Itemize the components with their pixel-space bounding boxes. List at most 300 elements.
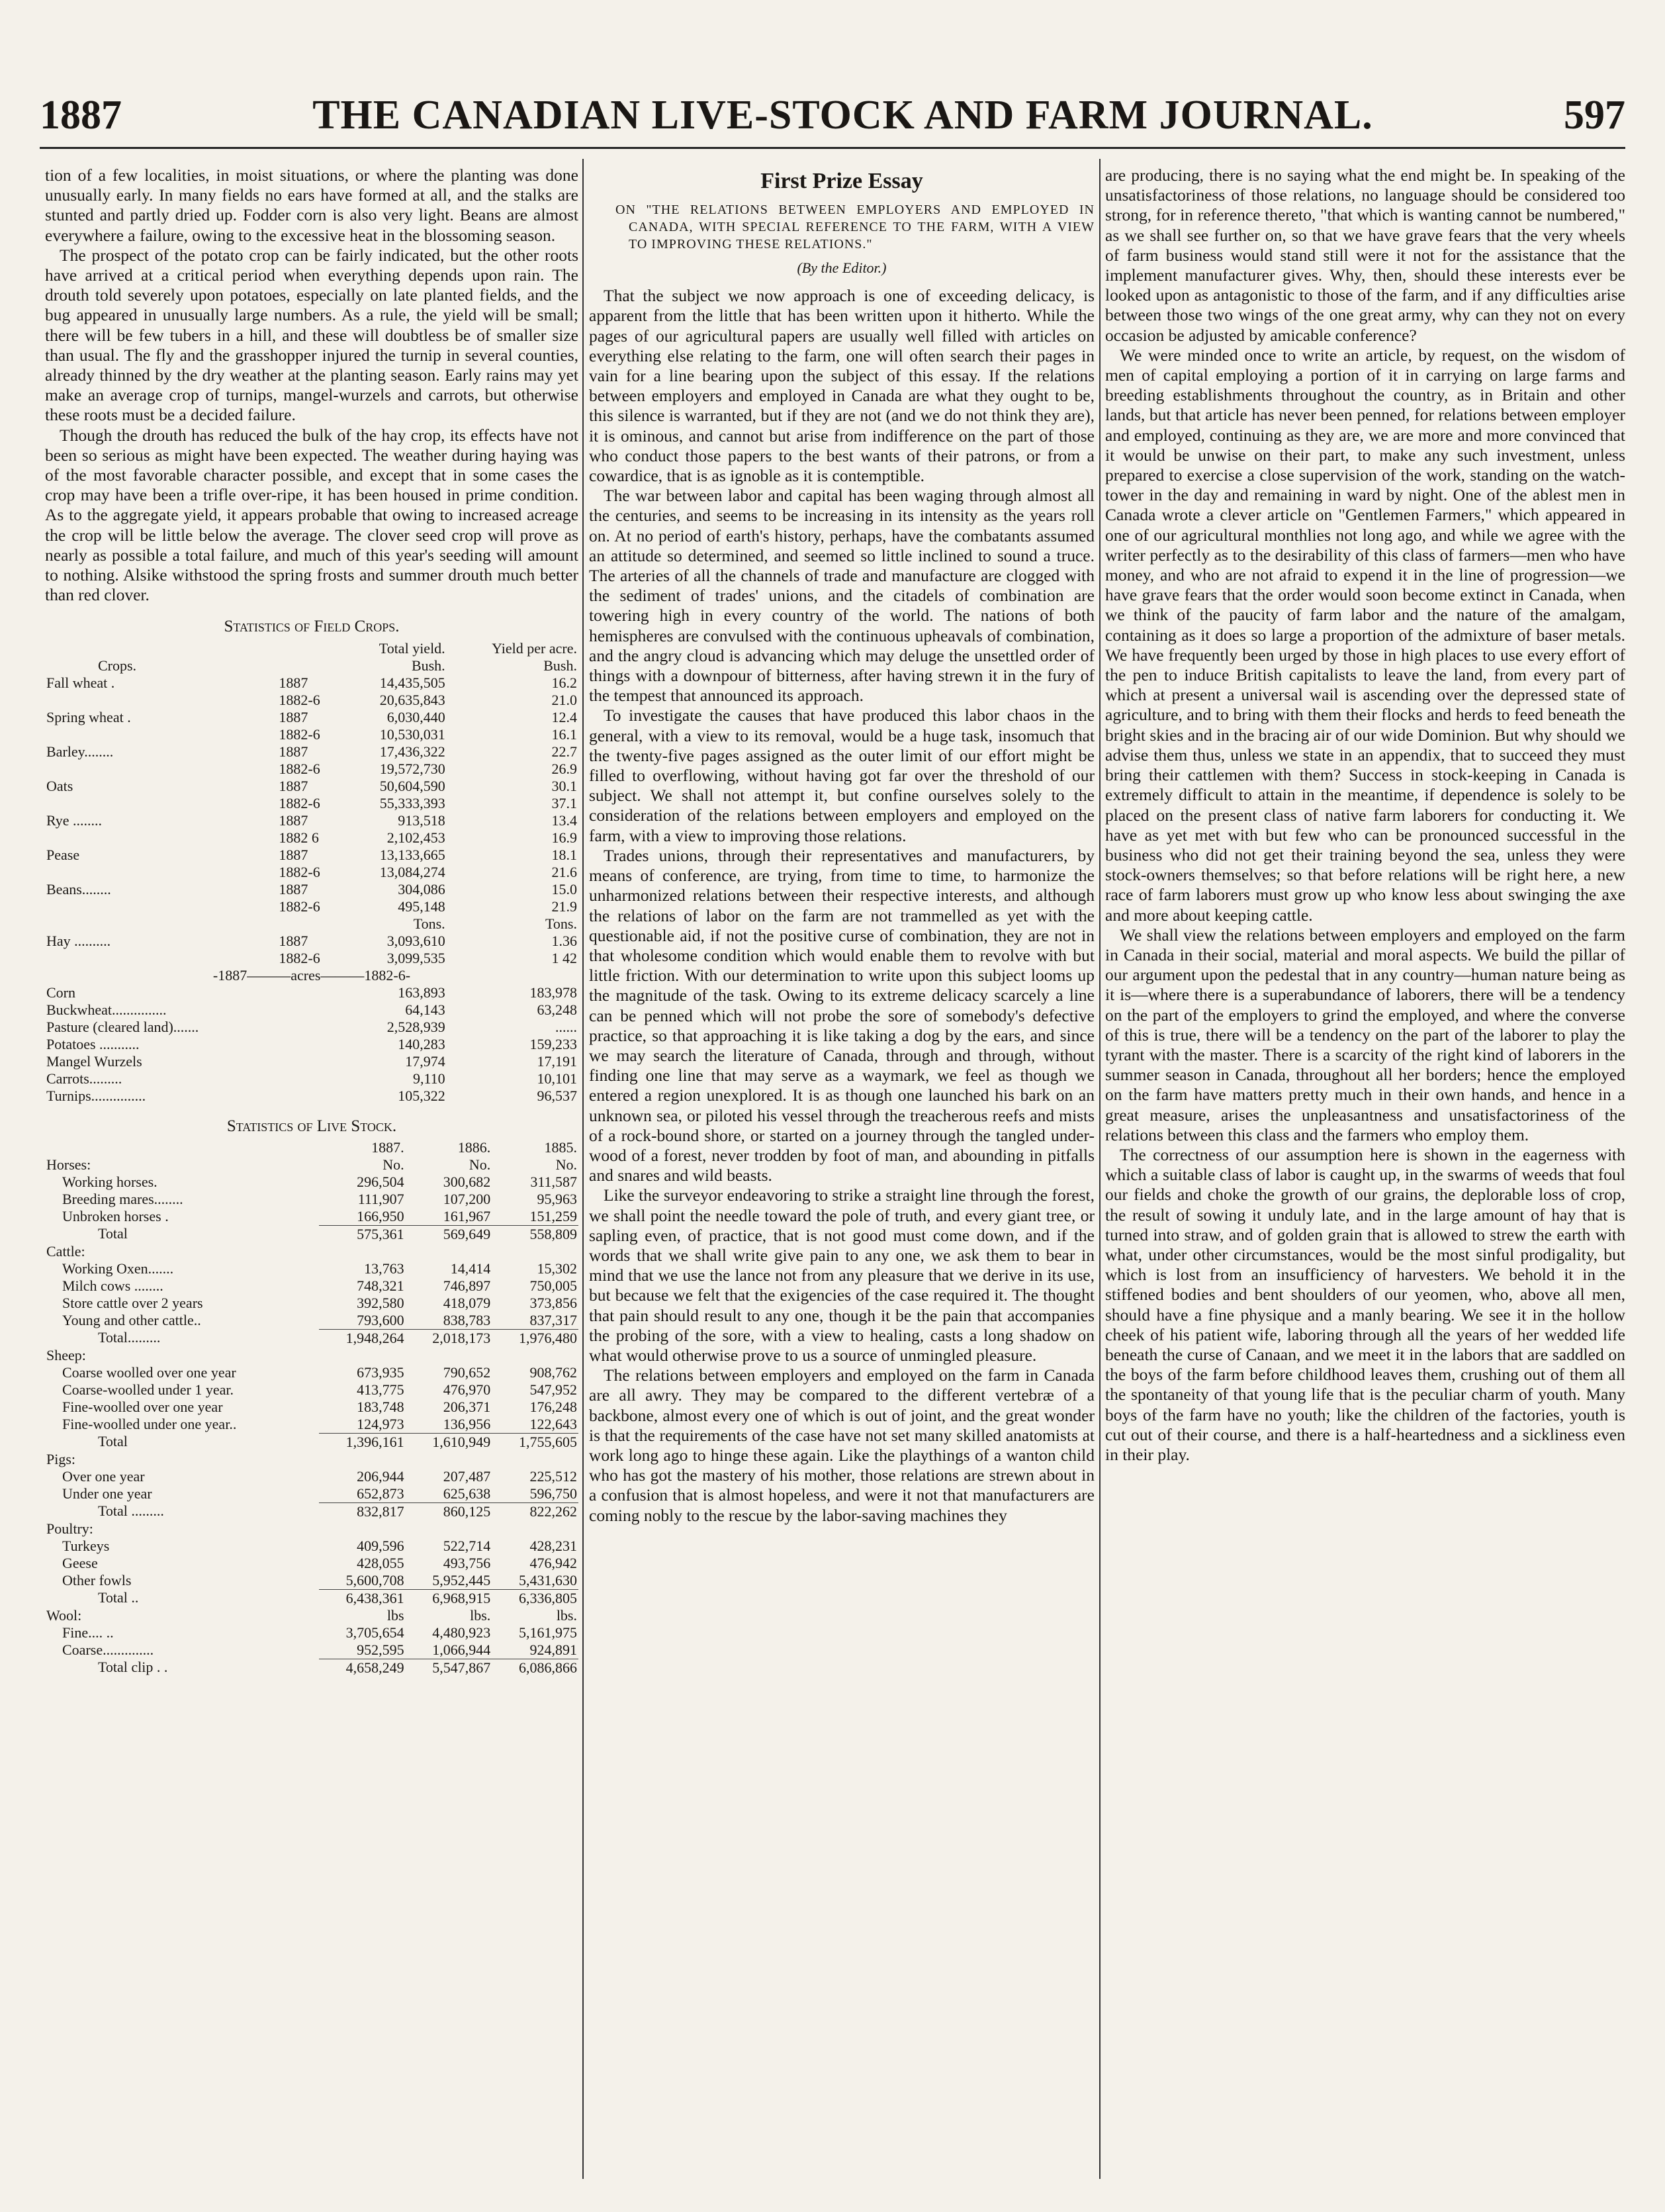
column-3	[1105, 165, 1625, 2166]
crop-total: 13,133,665	[379, 846, 445, 863]
row-value: 207,487	[443, 1467, 491, 1485]
table-cell	[492, 1347, 578, 1364]
column-divider-2	[1099, 159, 1101, 2179]
livestock-row	[45, 1381, 578, 1399]
crop-row	[45, 881, 578, 898]
livestock-row	[45, 1572, 578, 1590]
acres-separator	[45, 967, 578, 984]
row-value: 166,950	[357, 1207, 404, 1224]
paragraph: The relations between employers and employed on the farm in Canada are all awry. They may be compared to the different vertebræ of a backbone, almost every one of which is out of joint, and the great wonder is that the requirements of the case have not set many skilled anatomists at work long ago to hinge these again. Like the playthings of a wanton child who has got the mastery of his mother, those relations are strewn about in a confusion that is almost hopeless, and were it not that manufacturers are coming nobly to the rescue by the labor-saving machines they	[589, 1365, 1095, 1525]
total-value: 6,086,866	[492, 1659, 578, 1677]
row-value: 5,600,708	[345, 1571, 404, 1589]
crop-row	[45, 674, 578, 692]
crop-per-acre: 26.9	[551, 760, 577, 777]
row-value: 151,259	[529, 1207, 577, 1224]
crop-per-acre: 1 42	[551, 949, 577, 966]
section-header-row	[45, 1607, 578, 1624]
field-crops-table	[45, 640, 578, 1105]
row-value: 206,371	[443, 1398, 491, 1415]
paragraph: We shall view the relations between employers and employed on the farm in Canada in their social, material and moral aspects. We build the pillar of our argument upon the pedestal that in any country—human nature being as it is—where there is a superabundance of laborers, there will be a tendency on the part of the employers to grind the employed, and where the converse of this is true, there will be a tendency on the part of the laborer to play the tyrant with the master. There is a scarcity of the right kind of laborers in the summer season in Canada, throughout all her borders; hence the employed on the farm have matters pretty much in their own hands, and hence in a great measure, arises the unpleasantness and unsatisfactoriness of the relations between this class and the farmers who employ them.	[1105, 925, 1625, 1144]
column-divider-1	[582, 159, 584, 2179]
row-value: 296,504	[357, 1173, 404, 1190]
section-name: Wool:	[46, 1606, 82, 1624]
table-cell	[45, 692, 277, 709]
crop-row	[45, 726, 578, 743]
crop-per-acre: 16.1	[551, 725, 577, 743]
table-cell	[492, 1520, 578, 1538]
row-value: 111,907	[357, 1190, 404, 1207]
essay-continuation	[1105, 165, 1625, 1465]
total-value: 6,968,915	[406, 1589, 492, 1607]
paragraph: Though the drouth has reduced the bulk of the hay crop, its effects have not been so serious as might have been expected. The weather during haying was of the most favorable character possible, and except that in some cases the crop may have been a trifle over-ripe, it has been housed in prime condition. As to the aggregate yield, it appears probable that owing to increased acreage the crop will be little below the average. The clover seed crop will prove as nearly as possible a total failure, and much of this year's seeding will amount to nothing. Alsike withstood the spring frosts and summer drouth much better than red clover.	[45, 425, 578, 605]
paragraph: The correctness of our assumption here is shown in the eagerness with which a suitable class of labor is caught up, in the swarms of weeds that foul our fields and choke the growth of our grains, the deplorable loss of crop, the result of sowing it unduly late, and in the large amount of hay that is turned into straw, and of golden grain that is allowed to strew the earth with what, under other circumstances, would be the most sinful prodigality, but which is lost from an insufficiency of harvesters. We behold it in the stiffened bodies and bent shoulders of our yeomen, who, above all men, should have a fine physique and a manly bearing. We see it in the hollow cheek of his patient wife, laboring through all the years of her wedded life beneath the curse of Canaan, and we meet it in the labors that are saddled on the boys of the farm before childhood leaves them, crushing out of them all the spontaneity of that young life that is the peculiar charm of youth. Many boys of the farm have no youth; like the children of the factories, youth is cut out of their course, and there is a half-heartedness and a sickliness even in their play.	[1105, 1144, 1625, 1464]
total-value: 1,610,949	[406, 1433, 492, 1451]
crop-name: Hay ..........	[46, 932, 111, 949]
row-value: 673,935	[357, 1363, 404, 1381]
unit-lbs: lbs.	[556, 1606, 577, 1624]
unit-lbs: lbs.	[470, 1606, 491, 1624]
livestock-row	[45, 1468, 578, 1485]
livestock-row	[45, 1416, 578, 1434]
row-value: 428,055	[357, 1554, 404, 1571]
row-label: Coarse..............	[62, 1641, 154, 1658]
total-label: Total .........	[98, 1502, 164, 1520]
crop-total: 20,635,843	[379, 691, 445, 708]
total-row	[45, 1225, 578, 1243]
table-cell	[406, 1520, 492, 1538]
col-head-peracre: Yield per acre.	[492, 639, 577, 657]
paragraph: The prospect of the potato crop can be fairly indicated, but the other roots have arrived at a critical period when everything depends upon rain. The drouth told severely upon potatoes, especially on late planted fields, and the bug appeared in unusually large numbers. As a rule, the yield will be small; there will be few tubers in a hill, and these will doubtless be of smaller size than usual. The fly and the grasshopper injured the turnip in several counties, already thinned by the dry weather at the planting season. Early rains may yet make an average crop of turnips, mangel-wurzels and carrots, but otherwise these roots must be a decided failure.	[45, 245, 578, 425]
paragraph: Trades unions, through their representatives and manufacturers, by means of conference, are trying, from time to time, to harmonize the unharmonized relations between their respective interests, and although the relations of labor on the farm are not trammelled as yet with the questionable aid, if not the positive curse of combination, they are not in that wholesome condition which would enable them to revolve with but little friction. With our determination to write upon this subject looms up the magnitude of the task. Owing to its extreme delicacy scarcely a line can be penned which will not probe the sore of somebody's defective practice, so that approaching it is like taking a dog by the ears, and since we may search the literature of Canada, through and through, without finding one line that may serve as a waymark, we feel as though we entered a region unexplored. It is as though one launched his bark on an unknown sea, or piloted his vessel through the treacherous reefs and mists of a rock-bound shore, or started on a journey through the tangled under-wood of a forest, never trodden by foot of man, and abounding in pitfalls and snares and wild beasts.	[589, 845, 1095, 1185]
section-name: Horses:	[46, 1156, 91, 1173]
unit-no: No.	[469, 1156, 491, 1173]
total-value: 1,948,264	[319, 1329, 406, 1347]
crop-per-acre: 22.7	[551, 743, 577, 760]
unit-no: No.	[555, 1156, 577, 1173]
section-header-row	[45, 1451, 578, 1468]
crop-per-acre: 12.4	[551, 708, 577, 725]
livestock-row	[45, 1295, 578, 1312]
field-crops-title: Statistics of Field Crops.	[224, 618, 400, 636]
crop-year: 1882 6	[279, 829, 319, 846]
crop-total: 55,333,393	[379, 794, 445, 811]
table-cell	[406, 1451, 492, 1468]
row-value: 373,856	[529, 1294, 577, 1311]
total-value: 1,976,480	[492, 1329, 578, 1347]
crop-per-acre: 16.9	[551, 829, 577, 846]
crop-name: Mangel Wurzels	[46, 1052, 142, 1070]
table-cell	[406, 1347, 492, 1364]
row-value: 908,762	[529, 1363, 577, 1381]
row-label: Young and other cattle..	[62, 1311, 201, 1328]
livestock-row	[45, 1364, 578, 1381]
row-value: 746,897	[443, 1277, 491, 1294]
acres-1882-6: 96,537	[537, 1087, 577, 1104]
total-value: 2,018,173	[406, 1329, 492, 1347]
total-value: 6,438,361	[319, 1589, 406, 1607]
table-cell	[45, 915, 277, 933]
row-value: 625,638	[443, 1485, 491, 1502]
essay-title: First Prize Essay	[760, 169, 923, 193]
table-cell	[319, 1451, 406, 1468]
total-row	[45, 1502, 578, 1520]
total-label: Total.........	[98, 1329, 161, 1346]
unit-bush: Bush.	[543, 657, 577, 674]
crop-year: 1887	[279, 846, 308, 863]
total-row	[45, 1433, 578, 1451]
row-label: Unbroken horses .	[62, 1207, 169, 1224]
crop-year: 1887	[279, 932, 308, 949]
acreage-row	[45, 1070, 578, 1087]
crop-total: 17,436,322	[379, 743, 445, 760]
crop-row	[45, 743, 578, 760]
units-row	[45, 915, 578, 933]
crop-total: 913,518	[398, 811, 445, 829]
total-label: Total	[98, 1225, 128, 1242]
paragraph: We were minded once to write an article, by request, on the wisdom of men of capital employing a portion of it in carrying on large farms and breeding establishments throughout the country, as in Britain and other lands, but that article has never been penned, for relations between employer and employed, continuing as they are, we are more and more convinced that it would be unwise on their part, to make any such investment, unless prepared to exercise a close supervision of the work, standing on the watch-tower in the day and remaining in ward by night. One of the ablest men in Canada wrote a clever article on "Gentlemen Farmers," which appeared in one of our agricultural monthlies not long ago, and while we agree with the writer perfectly as to the desirability of this class of farmers—men who have money, and who are not afraid to expend it in the line of progression—we have grave fears that the order would soon become extinct in Canada, when we think of the paucity of farm labor and the nature of the amalgam, containing as it does so large a proportion of the admixture of baser metals. We have frequently been urged by those in high places to use every effort of the pen to induce British capitalists to leave the land, from every part of which at present a universal wail is ascending over the depressed state of agriculture, and to bring with them their flocks and herds to feed beneath the bright skies and in the bracing air of our wide Dominion. But why should we advise them thus, unless we state in an appendix, that to succeed they must bring their cattlemen with them? Success in stock-keeping in Canada is extremely difficult to attain in the meantime, if dependence is solely to be placed on the present class of native farm laborers for conducting it. We have as yet met with but few who can be pronounced successful in the business who did not get their training beyond the sea, unless they were stock-owners themselves; so that before relations will be right here, a new race of farm laborers must grow up who know less about swinging the axe and more about keeping cattle.	[1105, 345, 1625, 925]
crop-row	[45, 847, 578, 864]
row-value: 837,317	[529, 1311, 577, 1328]
row-value: 5,952,445	[432, 1571, 491, 1589]
crop-per-acre: 21.0	[551, 691, 577, 708]
row-label: Working horses.	[62, 1173, 158, 1190]
livestock-row	[45, 1485, 578, 1503]
acreage-row	[45, 984, 578, 1001]
crop-row	[45, 778, 578, 795]
livestock-row	[45, 1538, 578, 1555]
column-2	[589, 165, 1095, 2166]
paragraph: Like the surveyor endeavoring to strike a straight line through the forest, we shall point the needle toward the pole of truth, and every giant tree, or sapling even, of practice, that is not good must come down, and if the words that we shall write give pain to any one, we ask them to bear in mind that we use the lance not from any pleasure that we derive in its use, but because we felt that the exigencies of the case required it. The thought that pain should result to any one, though it be the pain that accompanies the probing of the sore, with a view to healing, casts a long shadow on what would otherwise prove to us a source of unmingled pleasure.	[589, 1185, 1095, 1365]
row-value: 409,596	[357, 1537, 404, 1554]
crop-per-acre: 30.1	[551, 777, 577, 794]
acres-1882-6: 159,233	[529, 1035, 577, 1052]
row-value: 418,079	[443, 1294, 491, 1311]
row-value: 793,600	[357, 1311, 404, 1328]
crop-per-acre: 13.4	[551, 811, 577, 829]
crop-year: 1882-6	[279, 794, 320, 811]
acres-1887: 105,322	[398, 1087, 445, 1104]
row-label: Turkeys	[62, 1537, 110, 1554]
year-header: 1886.	[457, 1138, 491, 1156]
crop-row	[45, 709, 578, 726]
total-value: 558,809	[492, 1225, 578, 1243]
crop-row	[45, 950, 578, 967]
page-number: 597	[1563, 93, 1625, 138]
row-value: 13,763	[364, 1260, 404, 1277]
row-value: 107,200	[443, 1190, 491, 1207]
row-label: Working Oxen.......	[62, 1260, 174, 1277]
crop-total: 10,530,031	[379, 725, 445, 743]
col-head-crops: Crops.	[98, 657, 137, 674]
crop-row	[45, 864, 578, 881]
total-row	[45, 1589, 578, 1607]
paragraph: To investigate the causes that have produced this labor chaos in the general, with a view to its removal, would be a huge task, insomuch that the twenty-five pages assigned as the outer limit of our effort might be filled to overflowing, without having got far over the threshold of our subject. We shall not attempt it, but confine ourselves solely to the consideration of the relations between employers and employed on the farm, with a view to improving those relations.	[589, 706, 1095, 845]
total-value: 569,649	[406, 1225, 492, 1243]
row-value: 225,512	[529, 1467, 577, 1485]
row-value: 122,643	[529, 1415, 577, 1432]
row-label: Coarse woolled over one year	[62, 1363, 236, 1381]
livestock-row	[45, 1208, 578, 1226]
crop-year: 1882-6	[279, 863, 320, 880]
acres-1882-6: 10,101	[537, 1070, 577, 1087]
crop-name: Rye ........	[46, 811, 103, 829]
row-value: 547,952	[529, 1381, 577, 1398]
column-1	[45, 165, 578, 2166]
crop-total: 13,084,274	[379, 863, 445, 880]
total-value: 5,547,867	[406, 1659, 492, 1677]
row-value: 476,970	[443, 1381, 491, 1398]
unit-bush: Bush.	[411, 657, 445, 674]
row-label: Under one year	[62, 1485, 152, 1502]
header-year: 1887	[40, 93, 122, 138]
row-value: 1,066,944	[432, 1641, 491, 1658]
paragraph: are producing, there is no saying what the end might be. In speaking of the unsatisfactoriness of those relations, no language should be considered too strong, for in reference thereto, "that which is wanting cannot be numbered," as we shall see further on, so that we have grave fears that the very wheels of farm business would stand still were it not for the assistance that the implement manufacturer gives. Why, then, should these interests ever be looked upon as antagonistic to those of the farm, and if any difficulties arise between those two wings of the one great army, why can they not on every occasion be adjusted by amicable conference?	[1105, 165, 1625, 345]
section-name: Sheep:	[46, 1346, 86, 1363]
livestock-row	[45, 1399, 578, 1416]
row-value: 124,973	[357, 1415, 404, 1432]
acres-1887: 140,283	[398, 1035, 445, 1052]
total-row	[45, 1329, 578, 1347]
journal-title: THE CANADIAN LIVE-STOCK AND FARM JOURNAL.	[312, 93, 1373, 138]
crop-total: 3,099,535	[386, 949, 445, 966]
crop-year: 1882-6	[279, 725, 320, 743]
table-cell	[45, 864, 277, 881]
row-value: 5,431,630	[519, 1571, 577, 1589]
row-label: Store cattle over 2 years	[62, 1294, 203, 1311]
acres-1882-6: 17,191	[537, 1052, 577, 1070]
row-value: 652,873	[357, 1485, 404, 1502]
row-value: 136,956	[443, 1415, 491, 1432]
crop-row	[45, 760, 578, 778]
crop-total: 19,572,730	[379, 760, 445, 777]
crop-year: 1887	[279, 811, 308, 829]
row-value: 838,783	[443, 1311, 491, 1328]
acreage-row	[45, 1087, 578, 1105]
total-value: 822,262	[492, 1502, 578, 1520]
crop-year: 1882-6	[279, 898, 320, 915]
table-cell	[45, 1139, 319, 1156]
crop-per-acre: 21.6	[551, 863, 577, 880]
table-cell	[277, 1019, 343, 1036]
acreage-row	[45, 1036, 578, 1053]
crop-report-text	[45, 165, 578, 605]
crop-total: 304,086	[398, 880, 445, 898]
unit-tons: Tons.	[545, 915, 577, 932]
acres-header: -1887———acres———1882-6-	[212, 966, 411, 984]
unit-no: No.	[382, 1156, 404, 1173]
section-name: Pigs:	[46, 1450, 76, 1467]
acreage-row	[45, 1001, 578, 1019]
masthead	[40, 79, 1625, 139]
row-label: Coarse-woolled under 1 year.	[62, 1381, 234, 1398]
row-value: 15,302	[537, 1260, 577, 1277]
acreage-row	[45, 1053, 578, 1070]
row-value: 428,231	[529, 1537, 577, 1554]
crop-total: 14,435,505	[379, 674, 445, 691]
crop-name: Buckwheat...............	[46, 1001, 167, 1018]
row-value: 790,652	[443, 1363, 491, 1381]
crop-name: Turnips...............	[46, 1087, 146, 1104]
table-cell	[277, 1001, 343, 1019]
acres-1882-6: 63,248	[537, 1001, 577, 1018]
total-value: 575,361	[319, 1225, 406, 1243]
table-cell	[492, 1243, 578, 1260]
crop-per-acre: 15.0	[551, 880, 577, 898]
paragraph: That the subject we now approach is one of exceeding delicacy, is apparent from the little that has been written upon it hitherto. While the pages of our agricultural papers are usually well filled with articles on everything else relating to the farm, one will often search their pages in vain for a line bearing upon the subject of this essay. If the relations between employers and employed in Canada are what they ought to be, this silence is warranted, but if they are not (and we do not think they are), it is ominous, and cannot but arise from indifference on the part of those who conduct those papers to the best wants of their patrons, or from a cowardice, that is as ignoble as it is contemptible.	[589, 286, 1095, 486]
row-value: 4,480,923	[432, 1624, 491, 1641]
crop-total: 50,604,590	[379, 777, 445, 794]
total-value: 1,755,605	[492, 1433, 578, 1451]
essay-text	[589, 286, 1095, 1526]
table-cell	[45, 795, 277, 812]
livestock-row	[45, 1191, 578, 1208]
table-cell	[277, 1070, 343, 1087]
crop-name: Carrots.........	[46, 1070, 122, 1087]
crop-row	[45, 692, 578, 709]
crop-name: Barley........	[46, 743, 114, 760]
livestock-row	[45, 1641, 578, 1659]
table-cell	[277, 1087, 343, 1105]
year-header: 1885.	[544, 1138, 577, 1156]
crop-name: Oats	[46, 777, 73, 794]
total-row	[45, 1659, 578, 1677]
total-value: 832,817	[319, 1502, 406, 1520]
table-cell	[319, 1243, 406, 1260]
livestock-row	[45, 1174, 578, 1191]
crop-row	[45, 898, 578, 915]
total-value: 1,396,161	[319, 1433, 406, 1451]
acres-1882-6: ......	[555, 1018, 577, 1035]
section-header-row	[45, 1243, 578, 1260]
crop-year: 1882-6	[279, 760, 320, 777]
year-header: 1887.	[371, 1138, 404, 1156]
crop-row	[45, 829, 578, 847]
col-head-total: Total yield.	[379, 639, 445, 657]
row-value: 14,414	[450, 1260, 491, 1277]
row-label: Fine-woolled under one year..	[62, 1415, 237, 1432]
row-value: 392,580	[357, 1294, 404, 1311]
table-cell	[277, 915, 343, 933]
crop-name: Pasture (cleared land).......	[46, 1018, 199, 1035]
crop-per-acre: 18.1	[551, 846, 577, 863]
crop-name: Beans........	[46, 880, 111, 898]
paragraph: The war between labor and capital has been waging through almost all the centuries, and seems to be increasing in its intensity as the years roll on. At no period of earth's history, perhaps, have the combatants assumed an attitude so determined, and seemed so little inclined to sound a truce. The arteries of all the channels of trade and manufacture are clogged with the sediment of trades' unions, and the citadels of combination are towering high in every country of the world. The nations of both hemispheres are convulsed with the continuous upheavals of combination, and the angry cloud is advancing which may deluge the unsettled order of things with a downpour of bitterness, after having strewn it in the fury of the tempest that announced its approach.	[589, 486, 1095, 706]
table-cell	[277, 1036, 343, 1053]
section-header-row	[45, 1156, 578, 1174]
crop-year: 1887	[279, 674, 308, 691]
total-value: 860,125	[406, 1502, 492, 1520]
crop-name: Potatoes ...........	[46, 1035, 140, 1052]
table-cell	[492, 1451, 578, 1468]
crop-total: 6,030,440	[386, 708, 445, 725]
acres-1887: 9,110	[413, 1070, 445, 1087]
row-value: 300,682	[443, 1173, 491, 1190]
table-cell	[45, 726, 277, 743]
crop-per-acre: 37.1	[551, 794, 577, 811]
essay-byline: (By the Editor.)	[797, 259, 887, 276]
crop-name: Spring wheat .	[46, 708, 131, 725]
row-value: 95,963	[537, 1190, 577, 1207]
total-label: Total clip . .	[98, 1659, 168, 1676]
crop-total: 495,148	[398, 898, 445, 915]
acres-1887: 163,893	[398, 984, 445, 1001]
year-header-row	[45, 1139, 578, 1156]
total-value: 4,658,249	[319, 1659, 406, 1677]
row-label: Over one year	[62, 1467, 145, 1485]
unit-tons: Tons.	[413, 915, 445, 932]
row-value: 750,005	[529, 1277, 577, 1294]
row-value: 476,942	[529, 1554, 577, 1571]
row-value: 206,944	[357, 1467, 404, 1485]
row-label: Other fowls	[62, 1571, 132, 1589]
row-label: Geese	[62, 1554, 98, 1571]
livestock-row	[45, 1277, 578, 1295]
row-value: 311,587	[530, 1173, 577, 1190]
acres-1882-6: 183,978	[529, 984, 577, 1001]
acreage-row	[45, 1019, 578, 1036]
livestock-row	[45, 1624, 578, 1641]
row-value: 3,705,654	[345, 1624, 404, 1641]
total-label: Total	[98, 1433, 128, 1450]
crop-per-acre: 1.36	[551, 932, 577, 949]
row-value: 748,321	[357, 1277, 404, 1294]
crop-row	[45, 812, 578, 829]
table-cell	[45, 760, 277, 778]
essay-subtitle: ON "THE RELATIONS BETWEEN EMPLOYERS AND EMPLOYED IN CANADA, WITH SPECIAL REFERENCE TO THE FARM, WITH A VIEW TO IMPROVING THESE RELATIONS."	[615, 203, 1095, 252]
crop-name: Fall wheat .	[46, 674, 115, 691]
row-value: 924,891	[529, 1641, 577, 1658]
row-value: 493,756	[443, 1554, 491, 1571]
crop-per-acre: 21.9	[551, 898, 577, 915]
row-value: 161,967	[443, 1207, 491, 1224]
crop-total: 2,102,453	[386, 829, 445, 846]
crop-year: 1887	[279, 708, 308, 725]
crop-total: 3,093,610	[386, 932, 445, 949]
total-label: Total ..	[98, 1589, 139, 1606]
acres-1887: 2,528,939	[386, 1018, 445, 1035]
row-value: 183,748	[357, 1398, 404, 1415]
table-cell	[45, 898, 277, 915]
row-label: Fine-woolled over one year	[62, 1398, 223, 1415]
table-cell	[45, 950, 277, 967]
section-name: Poultry:	[46, 1520, 93, 1537]
livestock-row	[45, 1312, 578, 1330]
row-value: 5,161,975	[519, 1624, 577, 1641]
crop-year: 1887	[279, 777, 308, 794]
table-cell	[277, 984, 343, 1001]
crop-name: Corn	[46, 984, 75, 1001]
live-stock-table	[45, 1139, 578, 1677]
row-value: 176,248	[529, 1398, 577, 1415]
unit-lbs: lbs	[386, 1606, 404, 1624]
crop-row	[45, 933, 578, 950]
row-value: 952,595	[357, 1641, 404, 1658]
crop-row	[45, 795, 578, 812]
row-value: 522,714	[443, 1537, 491, 1554]
acres-1887: 17,974	[405, 1052, 445, 1070]
crop-name: Pease	[46, 846, 80, 863]
crop-year: 1887	[279, 880, 308, 898]
row-value: 413,775	[357, 1381, 404, 1398]
acres-1887: 64,143	[405, 1001, 445, 1018]
row-label: Breeding mares........	[62, 1190, 183, 1207]
table-cell	[45, 829, 277, 847]
livestock-row	[45, 1260, 578, 1277]
section-header-row	[45, 1520, 578, 1538]
header-rule	[40, 147, 1625, 149]
paragraph: tion of a few localities, in moist situations, or where the planting was done unusually early. In many fields no ears have formed at all, and the stalks are stunted and partly dried up. Fodder corn is also very light. Beans are almost everywhere a failure, owing to the excessive heat in the blossoming season.	[45, 165, 578, 245]
row-label: Fine.... ..	[62, 1624, 114, 1641]
